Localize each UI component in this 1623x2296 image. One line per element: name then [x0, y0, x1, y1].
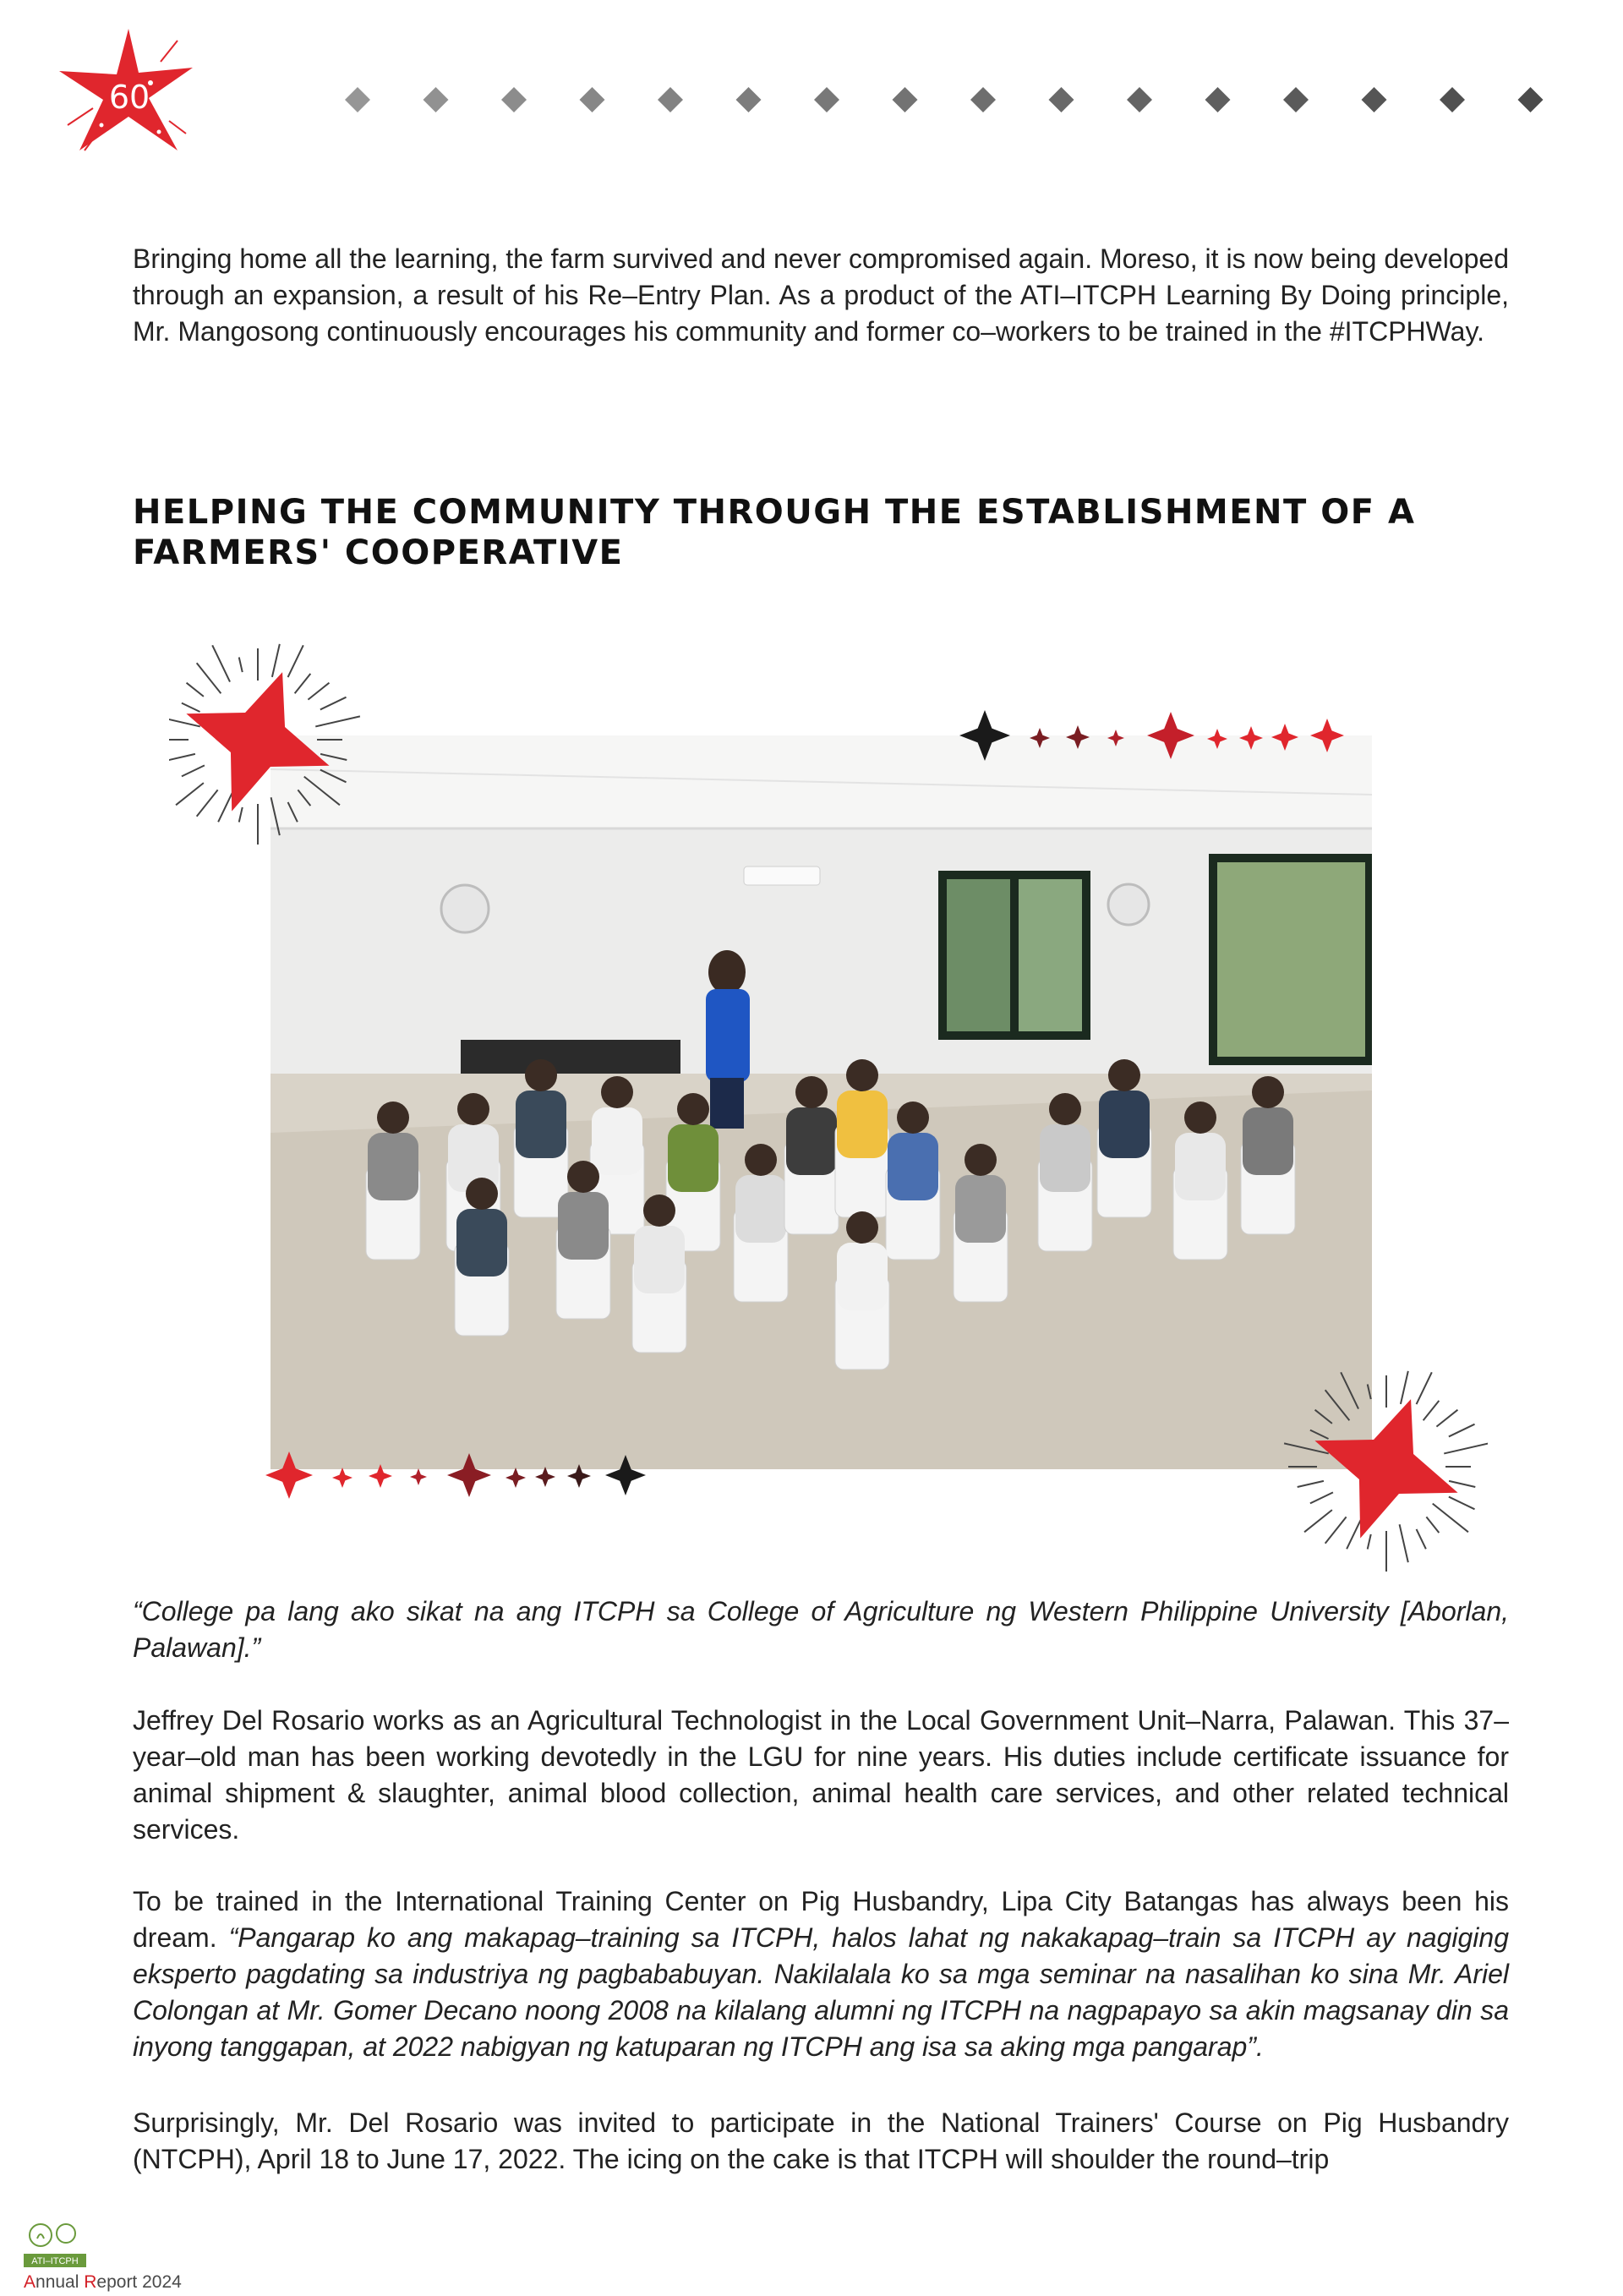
header-diamond-icon: [814, 87, 839, 112]
small-star-icon: [535, 1467, 555, 1487]
small-star-icon: [1271, 724, 1298, 751]
header-diamond-icon: [345, 87, 370, 112]
header-diamond-icon: [1049, 87, 1074, 112]
small-star-icon: [265, 1451, 313, 1499]
annual-report-footer: Annual Report 2024: [24, 2272, 182, 2292]
body-paragraph-1: Jeffrey Del Rosario works as an Agricultural Technologist in the Local Government Unit–Narra, Palawan. This 37–year–old man has been working devotedly in the LGU for nine years. His duties include certificate issuance for animal shipment & slaughter, animal blood collection, animal health care services, and other related technical services.: [133, 1705, 1509, 1845]
header-diamond-icon: [736, 87, 762, 112]
star-row-bottom-icon: [265, 1451, 646, 1499]
header-diamond-icon: [970, 87, 996, 112]
header-diamond-icon: [1362, 87, 1387, 112]
header-diamond-icon: [1440, 87, 1465, 112]
small-star-icon: [1147, 712, 1194, 759]
star-row-top-icon: [959, 710, 1344, 761]
small-star-icon: [505, 1468, 526, 1488]
header-diamond-icon: [1283, 87, 1309, 112]
small-star-icon: [1207, 729, 1227, 749]
small-star-icon: [369, 1464, 392, 1488]
logo-text: ATI–ITCPH: [31, 2256, 79, 2266]
header-diamond-icon: [1518, 87, 1544, 112]
small-star-icon: [410, 1468, 427, 1485]
section-heading-line-2: FARMERS' COOPERATIVE: [133, 533, 624, 572]
header-diamond-icon: [893, 87, 918, 112]
quote-paragraph: “College pa lang ako sikat na ang ITCPH sa College of Agriculture ng Western Philippine University [Aborlan, Palawan].”: [133, 1596, 1509, 1663]
small-star-icon: [1310, 719, 1344, 752]
small-star-icon: [1066, 725, 1090, 749]
body-paragraph-2-text: To be trained in the International Training Center on Pig Husbandry, Lipa City Batangas has always been his dream.: [133, 1886, 1509, 1953]
intro-paragraph: Bringing home all the learning, the farm survived and never compromised again. Moreso, it is now being developed through an expansion, a result of his Re–Entry Plan. As a product of the ATI–ITCPH Learning By Doing principle, Mr. Mangosong continuously encourages his community and former co–workers to be trained in the #ITCPHWay.: [133, 243, 1509, 347]
burst-star-icon-bottom-right: [1284, 1371, 1488, 1572]
section-heading-line-1: HELPING THE COMMUNITY THROUGH THE ESTABLISHMENT OF A: [133, 493, 1416, 532]
section-heading: [133, 492, 1509, 573]
ati-itcph-logo-icon: [22, 2220, 90, 2269]
photo-decoration-stars: [169, 642, 1488, 1572]
header-diamond-icon: [580, 87, 605, 112]
small-star-icon: [1030, 728, 1050, 748]
body-paragraph-2: [133, 1883, 1509, 2065]
header-diamond-icon: [1127, 87, 1152, 112]
header-diamond-icon: [1205, 87, 1231, 112]
page-number: 60: [108, 79, 150, 116]
small-star-icon: [959, 710, 1010, 761]
small-star-icon: [1107, 730, 1124, 746]
burst-star-icon-top-left: [169, 644, 360, 845]
header-diamond-row: [342, 83, 1568, 117]
small-star-icon: [567, 1464, 591, 1488]
body-paragraph-3: Surprisingly, Mr. Del Rosario was invited to participate in the National Trainers' Course on Pig Husbandry (NTCPH), April 18 to June 17, 2022. The icing on the cake is that ITCPH will shoulder the round–trip: [133, 2107, 1509, 2174]
small-star-icon: [605, 1455, 646, 1495]
body-paragraph-2-quote: “Pangarap ko ang makapag–training sa ITCPH, halos lahat ng nakakapag–train sa ITCPH ay nagiging eksperto pagdating sa industriya ng pagbababuyan. Nakilalala ko sa mga seminar na nasalihan ko sina Mr. Ariel Colongan at Mr. Gomer Decano noong 2008 na kilalang alumni ng ITCPH na nagpapayo sa akin magsanay din sa inyong tanggapan, at 2022 nabigyan ng katuparan ng ITCPH ang isa sa aking mga pangarap”.: [133, 1922, 1509, 2062]
small-star-icon: [1239, 726, 1263, 750]
header-diamond-icon: [424, 87, 449, 112]
small-star-icon: [332, 1468, 352, 1488]
header-diamond-icon: [658, 87, 683, 112]
header-diamond-icon: [501, 87, 527, 112]
small-star-icon: [447, 1453, 491, 1497]
